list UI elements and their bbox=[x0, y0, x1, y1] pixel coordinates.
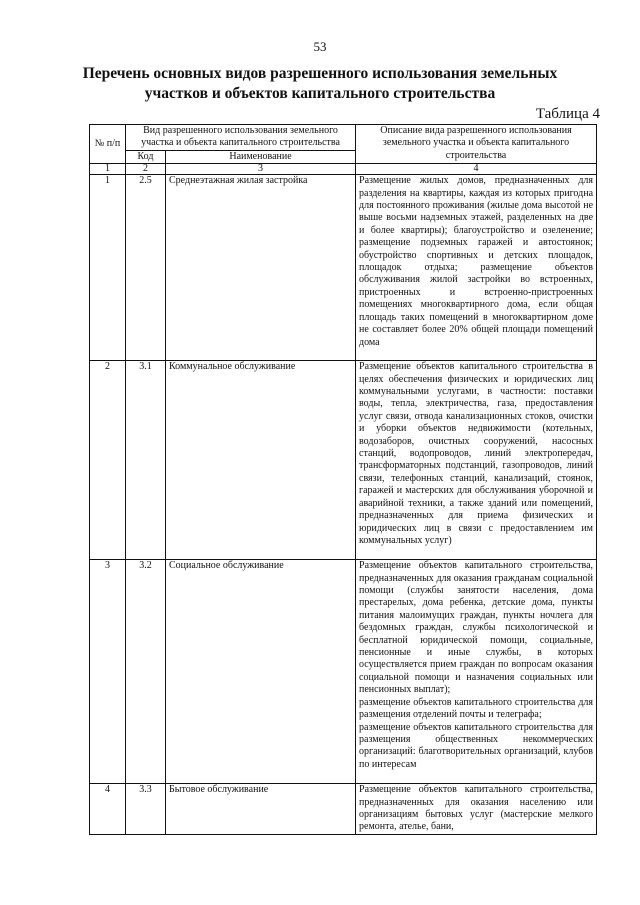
table-row bbox=[90, 361, 597, 560]
land-use-table bbox=[89, 124, 597, 835]
column-index-row bbox=[90, 164, 597, 175]
row-code: 3.2 bbox=[126, 560, 166, 784]
row-number: 1 bbox=[90, 175, 126, 361]
column-index: 3 bbox=[166, 164, 356, 175]
row-description bbox=[356, 560, 597, 784]
row-name: Среднеэтажная жилая застройка bbox=[166, 175, 356, 361]
title-line-1: Перечень основных видов разрешенного использования земельных bbox=[82, 65, 558, 82]
row-name: Социальное обслуживание bbox=[166, 560, 356, 784]
row-description: Размещение объектов капитального строительства в целях обеспечения физических и юридических лиц коммунальными услугами, в частности: поставки воды, тепла, электричества, газа, предоставления услуг связи, отвода канализационных стоков, очистки и уборки объектов недвижимости (котельных, водозаборов, очистных сооружений, насосных станций, водопроводов, линий электропередач, трансформаторных подстанций, газопроводов, линий связи, телефонных станций, канализаций, стоянок, гаражей и мастерских для обслуживания уборочной и аварийной техники, а также зданий или помещений, предназначенных для приема физических и юридических лиц в связи с предоставлением им коммунальных услуг) bbox=[356, 361, 597, 560]
row-code: 2.5 bbox=[126, 175, 166, 361]
table-row bbox=[90, 560, 597, 784]
row-description: Размещение жилых домов, предназначенных для разделения на квартиры, каждая из которых пригодна для постоянного проживания (жилые дома высотой не выше восьми надземных этажей, разделенных на две и более квартиры); благоустройство и озеленение; размещение подземных гаражей и автостоянок; обустройство спортивных и детских площадок, площадок отдыха; размещение объектов обслуживания жилой застройки во встроенных, пристроенных и встроенно-пристроенных помещениях многоквартирного дома, если общая площадь таких помещений в многоквартирном доме не составляет более 20% общей площади помещений дома bbox=[356, 175, 597, 361]
description-paragraph: Размещение объектов капитального строительства, предназначенных для оказания гражданам социальной помощи (службы занятости населения, дома престарелых, дома ребенка, детские дома, пункты питания малоимущих граждан, пункты ночлега для бездомных граждан, службы психологической и бесплатной юридической помощи, социальные, пенсионные и иные службы, в которых осуществляется прием граждан по вопросам оказания социальной помощи и назначения социальных или пенсионных выплат); bbox=[359, 560, 594, 696]
page-number: 53 bbox=[313, 39, 327, 54]
description-paragraph: размещение объектов капитального строительства для размещения общественных некоммерческих организаций: благотворительных организаций, клубов по интересам bbox=[359, 721, 594, 770]
row-number: 2 bbox=[90, 361, 126, 560]
description-paragraph: размещение объектов капитального строительства для размещения отделений почты и телеграфа; bbox=[359, 696, 594, 721]
header-num: № п/п bbox=[90, 125, 126, 164]
header-kind: Вид разрешенного использования земельного участка и объекта капитального строительства bbox=[126, 125, 356, 151]
column-index: 4 bbox=[356, 164, 597, 175]
row-description: Размещение объектов капитального строительства, предназначенных для оказания населению или организациям бытовых услуг (мастерские мелкого ремонта, ателье, бани, bbox=[356, 784, 597, 835]
column-index: 2 bbox=[126, 164, 166, 175]
table-row bbox=[90, 175, 597, 361]
title-line-2: участков и объектов капитального строительства bbox=[144, 85, 496, 102]
row-code: 3.3 bbox=[126, 784, 166, 835]
document-title bbox=[80, 64, 560, 104]
row-name: Коммунальное обслуживание bbox=[166, 361, 356, 560]
row-number: 3 bbox=[90, 560, 126, 784]
row-name: Бытовое обслуживание bbox=[166, 784, 356, 835]
column-index: 1 bbox=[90, 164, 126, 175]
row-code: 3.1 bbox=[126, 361, 166, 560]
table-row bbox=[90, 784, 597, 835]
header-name: Наименование bbox=[166, 150, 356, 163]
header-desc: Описание вида разрешенного использования земельного участка и объекта капитального строительства bbox=[356, 125, 597, 164]
header-code: Код bbox=[126, 150, 166, 163]
header-row bbox=[90, 125, 597, 151]
table-caption: Таблица 4 bbox=[535, 106, 600, 122]
row-number: 4 bbox=[90, 784, 126, 835]
